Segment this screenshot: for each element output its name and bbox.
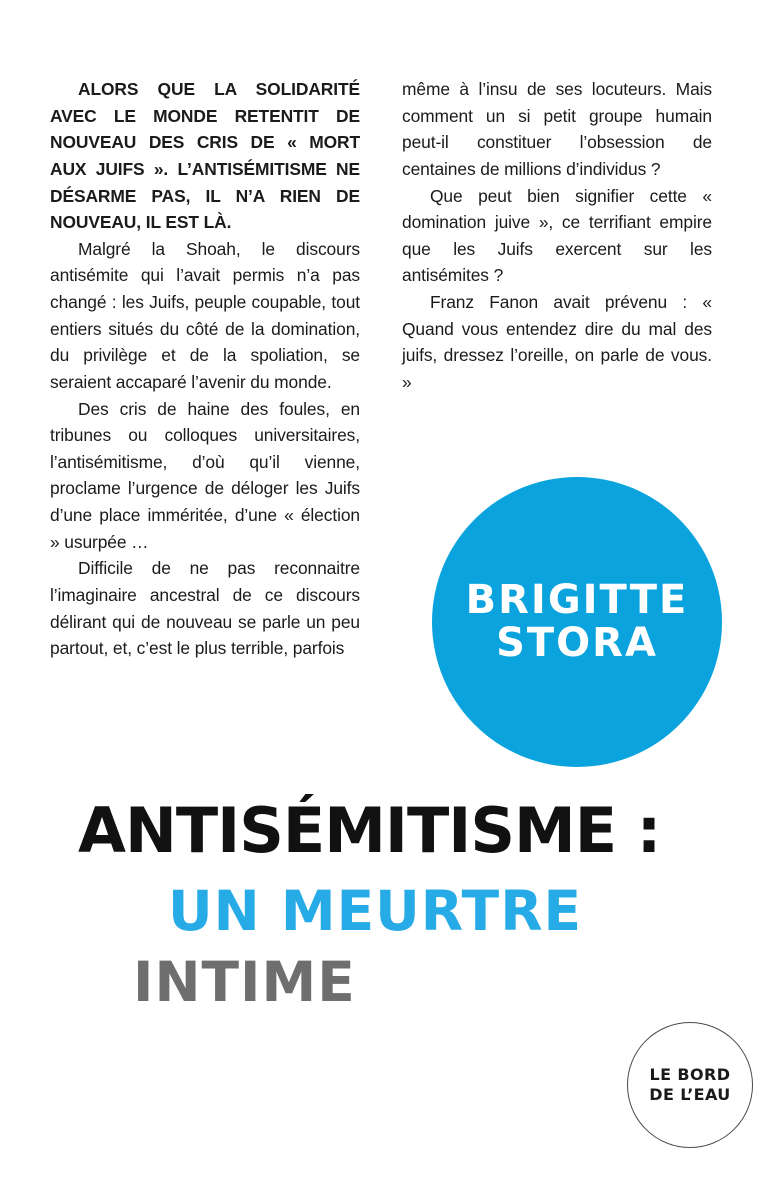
- paragraph: même à l’insu de ses locuteurs. Mais comment un si petit groupe humain peut-il constituer l’obsession de centaines de millions d’individus ?: [402, 79, 712, 179]
- paragraph: Malgré la Shoah, le discours antisémite qui l’avait permis n’a pas changé : les Juifs, peuple coupable, tout entiers situés du côté de la domination, du privilège et de la spoliation, se seraient accaparé l’avenir du monde.: [50, 238, 360, 392]
- book-title-main: ANTISÉMITISME :: [78, 794, 661, 867]
- left-text-column: [50, 76, 360, 662]
- paragraph: Des cris de haine des foules, en tribunes ou colloques universitaires, l’antisémitisme, d’où qu’il vienne, proclame l’urgence de déloger les Juifs d’une place imméritée, d’une « élection » usurpée …: [50, 398, 360, 552]
- paragraph: Que peut bien signifier cette « domination juive », ce terrifiant empire que les Juifs exercent sur les antisémites ?: [402, 185, 712, 286]
- author-name-line2: STORA: [496, 620, 658, 666]
- book-title-sub2: INTIME: [133, 950, 356, 1014]
- paragraph: Difficile de ne pas reconnaitre l’imaginaire ancestral de ce discours délirant qui de nouveau se parle un peu partout, et, c’est le plus terrible, parfois: [50, 558, 360, 659]
- author-name-line1: BRIGITTE: [465, 576, 689, 623]
- paragraph: Franz Fanon avait prévenu : « Quand vous entendez dire du mal des juifs, dressez l’oreille, on parle de vous. »: [402, 292, 712, 392]
- title-block: [0, 794, 763, 1014]
- publisher-logo: [627, 1022, 753, 1148]
- publisher-name-line1: LE BORD: [649, 1065, 731, 1084]
- cover-lede: ALORS QUE LA SOLIDARITÉ AVEC LE MONDE RETENTIT DE NOUVEAU DES CRIS DE « MORT AUX JUIFS ». L’ANTISÉMITISME NE DÉSARME PAS, IL N’A RIEN DE NOUVEAU, IL EST LÀ.: [50, 79, 360, 233]
- book-title-sub1: UN MEURTRE: [168, 879, 583, 943]
- publisher-logo-text: [649, 1065, 730, 1105]
- publisher-name-line2: DE L’EAU: [649, 1085, 731, 1104]
- author-badge: [432, 477, 722, 767]
